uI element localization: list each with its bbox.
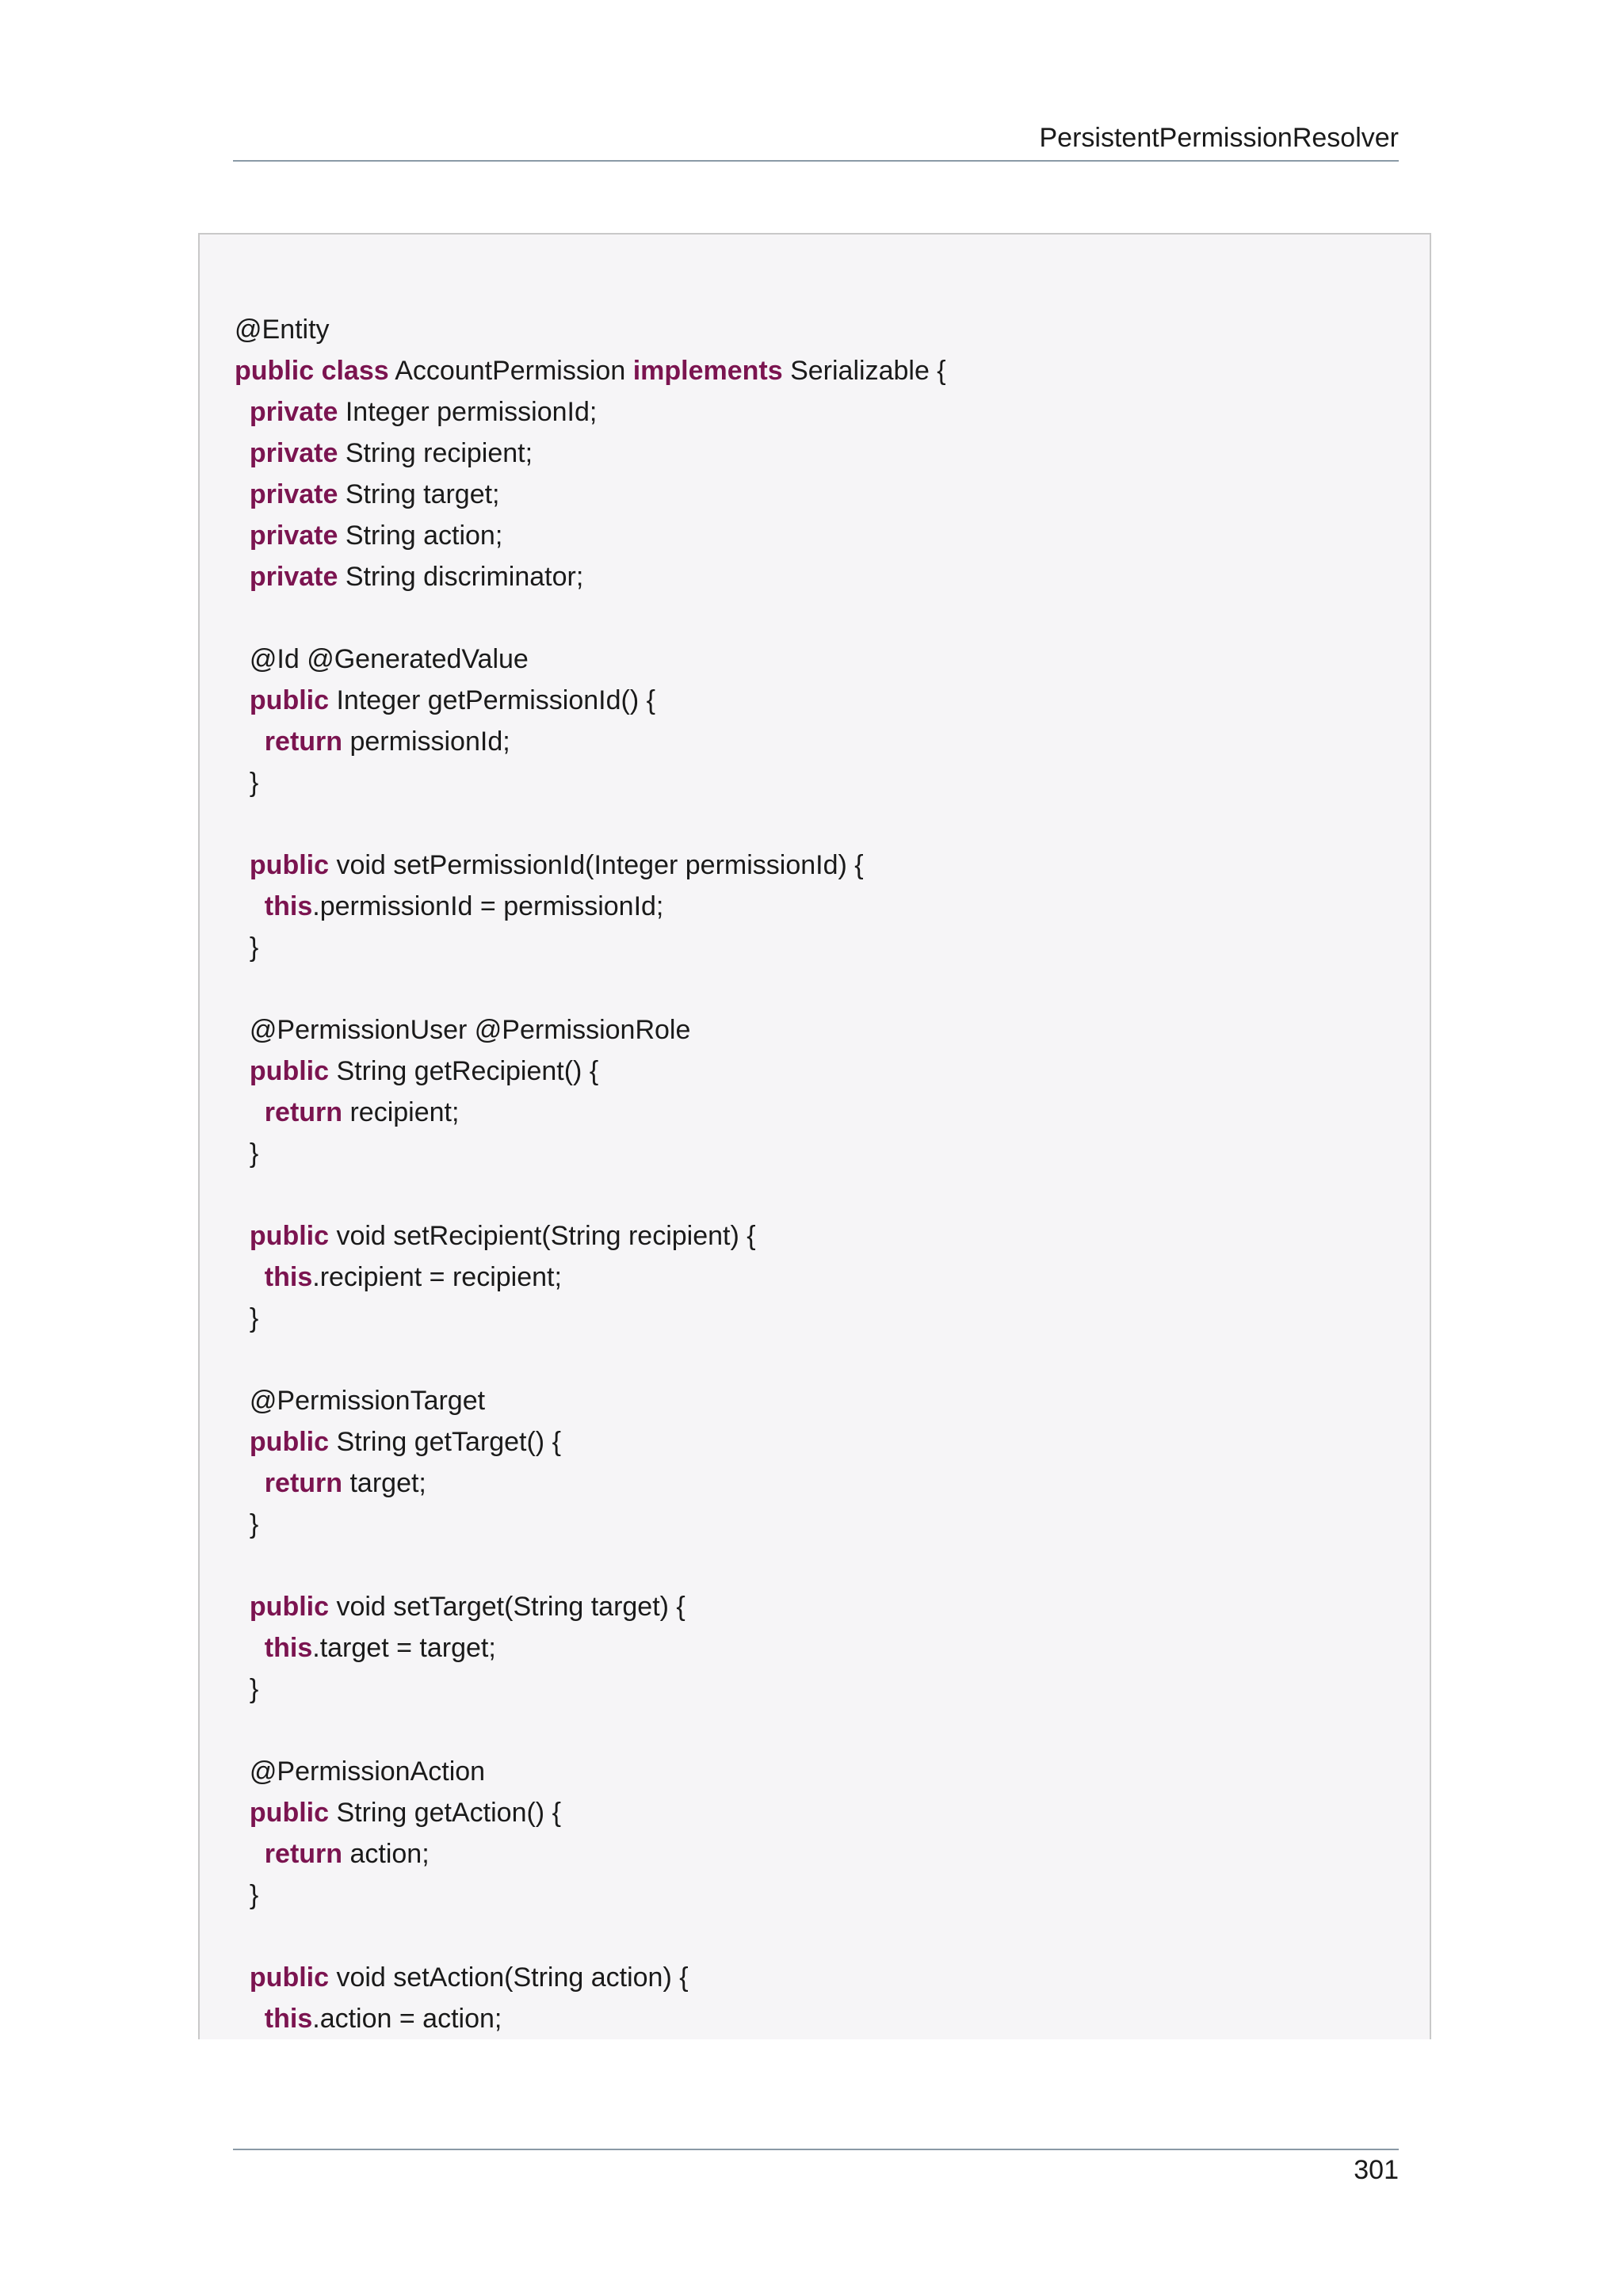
code-keyword: public	[249, 850, 330, 880]
code-line	[235, 597, 946, 639]
code-line	[235, 1257, 946, 1298]
code-keyword: private	[249, 562, 338, 592]
code-text: String getRecipient() {	[329, 1056, 599, 1086]
code-line	[235, 803, 946, 845]
code-text: permissionId;	[342, 727, 510, 757]
code-text: action;	[342, 1839, 430, 1869]
code-line	[235, 968, 946, 1009]
code-keyword: public	[249, 1221, 330, 1251]
code-text: void setTarget(String target) {	[329, 1592, 685, 1622]
code-line	[235, 350, 946, 391]
code-keyword: this	[264, 891, 313, 921]
code-text	[235, 1262, 265, 1292]
code-line	[235, 1463, 946, 1504]
code-line	[235, 680, 946, 721]
code-text: .target = target;	[312, 1633, 496, 1663]
code-line	[235, 1792, 946, 1833]
code-keyword: public	[249, 685, 330, 715]
code-line	[235, 845, 946, 886]
code-text: }	[235, 768, 259, 798]
code-text: String action;	[338, 521, 503, 551]
code-text: @Id @GeneratedValue	[235, 644, 529, 674]
code-text	[235, 397, 250, 427]
code-text: AccountPermission	[388, 356, 633, 386]
code-text: Serializable {	[782, 356, 946, 386]
code-text: String target;	[338, 479, 500, 509]
code-line	[235, 1916, 946, 1957]
code-text: Integer getPermissionId() {	[329, 685, 655, 715]
code-line	[235, 1669, 946, 1710]
code-line	[235, 309, 946, 350]
code-text: .action = action;	[312, 2004, 502, 2034]
code-keyword: return	[264, 1097, 343, 1127]
code-text: }	[235, 1880, 259, 1910]
code-keyword: public	[249, 1798, 330, 1828]
code-text: @PermissionUser @PermissionRole	[235, 1015, 691, 1045]
code-line	[235, 1710, 946, 1751]
code-text: }	[235, 1138, 259, 1169]
code-text: void setAction(String action) {	[329, 1962, 689, 1993]
code-line	[235, 1586, 946, 1627]
page-header	[233, 116, 1399, 162]
code-line	[235, 1298, 946, 1339]
code-keyword: public	[249, 1056, 330, 1086]
code-line	[235, 1092, 946, 1133]
code-line	[235, 1380, 946, 1421]
code-line	[235, 927, 946, 968]
code-text: String discriminator;	[338, 562, 584, 592]
code-text	[235, 1592, 250, 1622]
code-keyword: public	[249, 1427, 330, 1457]
code-text: .recipient = recipient;	[312, 1262, 562, 1292]
code-keyword: public	[249, 1962, 330, 1993]
code-line	[235, 1957, 946, 1998]
code-keyword: class	[321, 356, 389, 386]
code-text: }	[235, 1509, 259, 1539]
code-text	[235, 438, 250, 468]
code-text: target;	[342, 1468, 426, 1498]
code-line	[235, 1133, 946, 1174]
code-text: Integer permissionId;	[338, 397, 598, 427]
code-text	[235, 1097, 265, 1127]
code-line	[235, 391, 946, 433]
code-text	[235, 1056, 250, 1086]
code-text	[235, 850, 250, 880]
code-text	[314, 356, 321, 386]
code-keyword: return	[264, 1839, 343, 1869]
code-line	[235, 1751, 946, 1792]
code-block	[235, 309, 946, 2039]
page-footer	[233, 2149, 1399, 2185]
code-text: @Entity	[235, 315, 330, 345]
code-text: }	[235, 933, 259, 963]
code-line	[235, 1339, 946, 1380]
code-text	[235, 1633, 265, 1663]
code-line	[235, 721, 946, 762]
code-keyword: return	[264, 727, 343, 757]
code-keyword: implements	[632, 356, 783, 386]
code-line	[235, 433, 946, 474]
code-text: String recipient;	[338, 438, 533, 468]
code-line	[235, 1833, 946, 1875]
code-text	[235, 1221, 250, 1251]
code-text: void setPermissionId(Integer permissionId) {	[329, 850, 864, 880]
code-line	[235, 515, 946, 556]
code-keyword: this	[264, 2004, 313, 2034]
page-number: 301	[1354, 2155, 1399, 2185]
code-text: @PermissionTarget	[235, 1386, 486, 1416]
code-line	[235, 1998, 946, 2039]
code-text: String getAction() {	[329, 1798, 561, 1828]
code-line	[235, 639, 946, 680]
code-text: String getTarget() {	[329, 1427, 561, 1457]
running-header-title: PersistentPermissionResolver	[1039, 123, 1399, 153]
code-line	[235, 556, 946, 597]
code-line	[235, 1215, 946, 1257]
code-text	[235, 727, 265, 757]
code-keyword: this	[264, 1633, 313, 1663]
code-keyword: public	[249, 1592, 330, 1622]
code-text: }	[235, 1674, 259, 1704]
code-keyword: private	[249, 438, 338, 468]
code-line	[235, 1421, 946, 1463]
code-line	[235, 762, 946, 803]
code-text	[235, 1962, 250, 1993]
code-line	[235, 1875, 946, 1916]
code-text: .permissionId = permissionId;	[312, 891, 664, 921]
code-line	[235, 1051, 946, 1092]
code-text	[235, 1468, 265, 1498]
code-line	[235, 1545, 946, 1586]
code-text	[235, 1839, 265, 1869]
code-text: recipient;	[342, 1097, 460, 1127]
code-keyword: this	[264, 1262, 313, 1292]
code-keyword: private	[249, 521, 338, 551]
code-line	[235, 1174, 946, 1215]
code-line	[235, 1009, 946, 1051]
code-text: }	[235, 1303, 259, 1333]
code-keyword: return	[264, 1468, 343, 1498]
code-listing-box	[198, 233, 1431, 2039]
code-text	[235, 521, 250, 551]
code-line	[235, 1504, 946, 1545]
code-keyword: private	[249, 397, 338, 427]
code-text	[235, 685, 250, 715]
code-line	[235, 886, 946, 927]
code-text: void setRecipient(String recipient) {	[329, 1221, 756, 1251]
code-text: @PermissionAction	[235, 1756, 486, 1787]
code-text	[235, 479, 250, 509]
code-line	[235, 1627, 946, 1669]
code-line	[235, 474, 946, 515]
code-text	[235, 1427, 250, 1457]
code-text	[235, 1798, 250, 1828]
code-text	[235, 891, 265, 921]
code-text	[235, 2004, 265, 2034]
code-keyword: public	[235, 356, 315, 386]
code-keyword: private	[249, 479, 338, 509]
code-text	[235, 562, 250, 592]
